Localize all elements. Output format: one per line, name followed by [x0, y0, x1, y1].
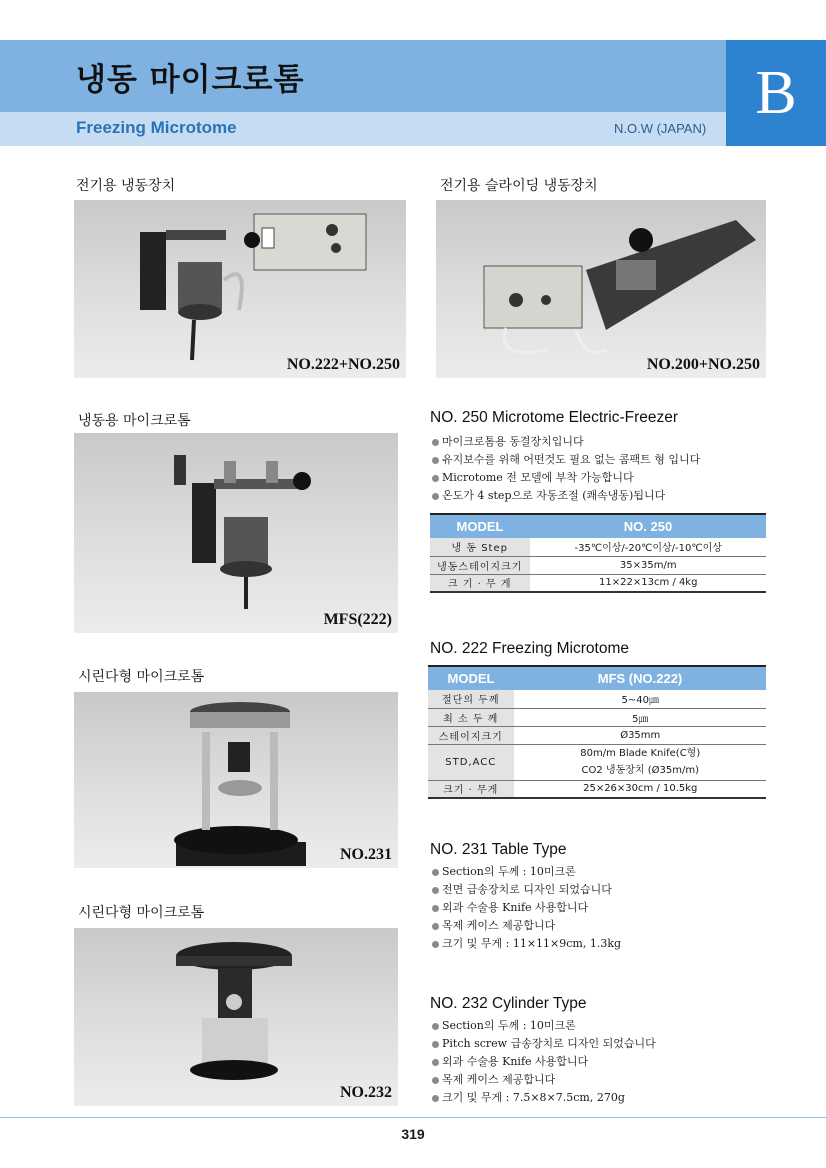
- photo-mfs-222: [74, 433, 398, 633]
- no231-title: NO. 231 Table Type: [430, 841, 567, 858]
- photo-label: NO.232: [340, 1084, 392, 1101]
- no232-title: NO. 232 Cylinder Type: [430, 995, 587, 1012]
- list-item: 온도가 4 step으로 자동조절 (쾌속냉동)됩니다: [432, 487, 700, 505]
- section-tab: B: [726, 40, 826, 146]
- photo-label: NO.200+NO.250: [646, 356, 760, 373]
- list-item: 크기 및 무게 : 11×11×9cm, 1.3kg: [432, 935, 621, 953]
- no250-title: NO. 250 Microtome Electric-Freezer: [430, 409, 679, 426]
- list-item: 전면 급송장치로 디자인 되었습니다: [432, 881, 621, 899]
- table-row: [428, 708, 766, 726]
- list-item: 외과 수술용 Knife 사용합니다: [432, 899, 621, 917]
- photo-label: NO.231: [340, 846, 392, 863]
- caption-cylinder-type: 시린다형 마이크로톰: [78, 905, 205, 921]
- table-key: 냉동스테이지크기: [430, 556, 530, 574]
- no250-features: [432, 433, 700, 505]
- list-item: Section의 두께 : 10미크론: [432, 1017, 656, 1035]
- table-value: Ø35mm: [514, 726, 766, 744]
- table-row: [428, 726, 766, 744]
- table-value: 35×35m/m: [530, 556, 766, 574]
- table-header: NO. 250: [530, 514, 766, 538]
- table-header: MODEL: [428, 666, 514, 690]
- table-value: 5~40㎛: [514, 690, 766, 708]
- microtome-freezer-illustration: [74, 200, 406, 378]
- no222-title: NO. 222 Freezing Microtome: [430, 640, 629, 657]
- table-value: [514, 744, 766, 780]
- list-item: 유지보수를 위해 어떤것도 필요 없는 콤팩트 형 입니다: [432, 451, 700, 469]
- list-item: 목제 케이스 제공합니다: [432, 917, 621, 935]
- list-item: Section의 두께 : 10미크론: [432, 863, 621, 881]
- sliding-microtome-illustration: [436, 200, 766, 378]
- mfs-microtome-illustration: [74, 433, 398, 633]
- no232-features: [432, 1017, 656, 1107]
- table-key: 크기 · 무게: [428, 780, 514, 798]
- list-item: Pitch screw 급송장치로 디자인 되었습니다: [432, 1035, 656, 1053]
- table-value: 11×22×13cm / 4kg: [530, 574, 766, 592]
- table-row: [430, 556, 766, 574]
- photo-231: [74, 692, 398, 868]
- table-value: 5㎛: [514, 708, 766, 726]
- table-value-line: CO2 냉동장치 (Ø35m/m): [581, 765, 699, 776]
- table-key: 스테이지크기: [428, 726, 514, 744]
- no250-spec-table: [430, 513, 766, 593]
- table-row: [428, 744, 766, 780]
- caption-freezing-microtome: 냉동용 마이크로톰: [78, 413, 191, 429]
- photo-label: MFS(222): [323, 611, 392, 628]
- caption-sliding-freezer: 전기용 슬라이딩 냉동장치: [440, 178, 598, 194]
- table-row: [430, 574, 766, 592]
- table-row: [430, 538, 766, 556]
- table-key: 크 기 · 무 게: [430, 574, 530, 592]
- table-key: 절단의 두께: [428, 690, 514, 708]
- list-item: 외과 수술용 Knife 사용합니다: [432, 1053, 656, 1071]
- footer-divider: [0, 1117, 826, 1118]
- table-header: MODEL: [430, 514, 530, 538]
- no231-features: [432, 863, 621, 953]
- table-key: STD,ACC: [428, 744, 514, 780]
- no222-spec-table: [428, 665, 766, 799]
- table-value: -35℃이상/-20℃이상/-10℃이상: [530, 538, 766, 556]
- page-subtitle: Freezing Microtome: [76, 118, 237, 137]
- photo-200-250: [436, 200, 766, 378]
- table-row: [428, 780, 766, 798]
- caption-electric-freezer: 전기용 냉동장치: [76, 178, 176, 194]
- table-key: 최 소 두 께: [428, 708, 514, 726]
- photo-222-250: [74, 200, 406, 378]
- table-row: [428, 690, 766, 708]
- table-header: MFS (NO.222): [514, 666, 766, 690]
- table-value: 25×26×30cm / 10.5kg: [514, 780, 766, 798]
- list-item: Microtome 전 모델에 부착 가능합니다: [432, 469, 700, 487]
- table-value-line: 80m/m Blade Knife(C형): [580, 748, 701, 759]
- table-type-illustration: [74, 692, 398, 868]
- table-key: 냉 동 Step: [430, 538, 530, 556]
- caption-table-type: 시린다형 마이크로톰: [78, 669, 205, 685]
- page-title: 냉동 마이크로톰: [76, 62, 305, 98]
- list-item: 마이크로톰용 동결장치입니다: [432, 433, 700, 451]
- list-item: 목제 케이스 제공합니다: [432, 1071, 656, 1089]
- photo-232: [74, 928, 398, 1106]
- cylinder-type-illustration: [74, 928, 398, 1106]
- manufacturer: N.O.W (JAPAN): [614, 121, 707, 136]
- list-item: 크기 및 무게 : 7.5×8×7.5cm, 270g: [432, 1089, 656, 1107]
- page-number: 319: [401, 1126, 425, 1142]
- photo-label: NO.222+NO.250: [286, 356, 400, 373]
